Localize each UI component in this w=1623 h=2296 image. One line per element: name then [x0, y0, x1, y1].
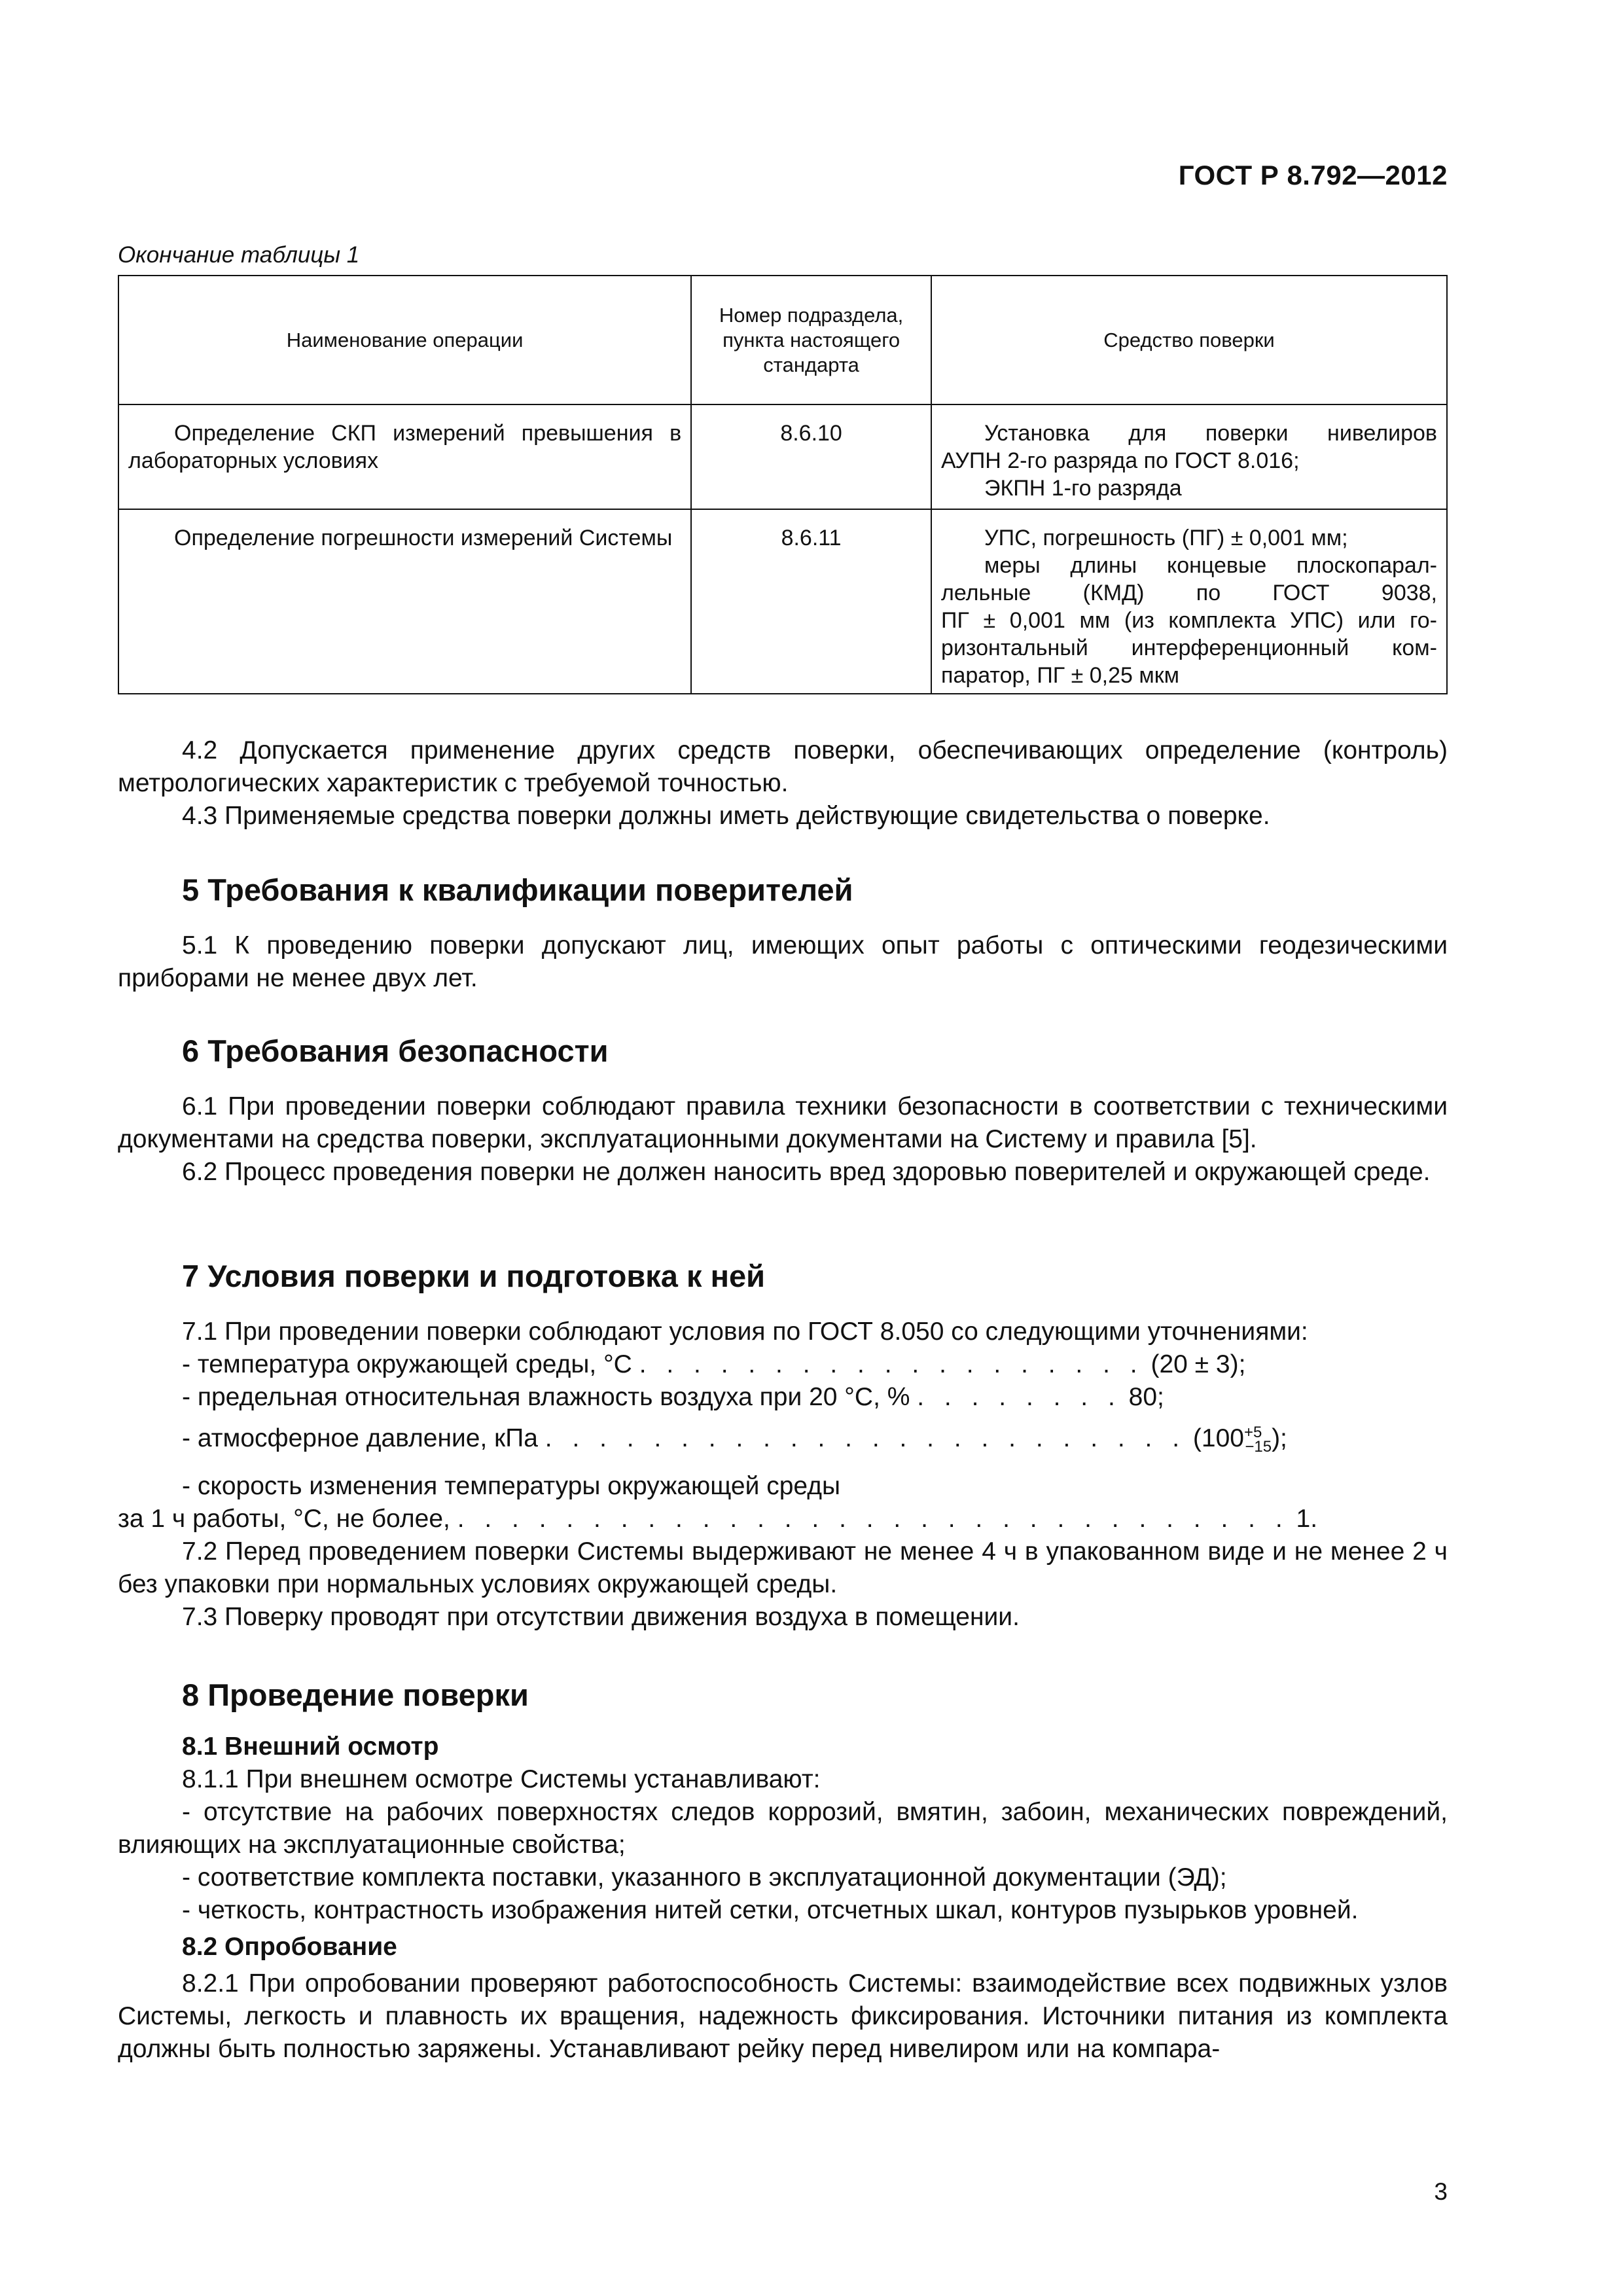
means-cell — [931, 404, 1447, 509]
paragraph-8-1-1: 8.1.1 При внешнем осмотре Системы устанавливают: — [182, 1765, 821, 1793]
means-line: УПС, погрешность (ПГ) ± 0,001 мм; — [984, 526, 1348, 550]
paragraph-4-3: 4.3 Применяемые средства поверки должны иметь действующие свидетельства о поверке. — [182, 802, 1270, 830]
list-item: - четкость, контрастность изображения нитей сетки, отсчетных шкал, контуров пузырьков уровней. — [182, 1896, 1359, 1924]
condition-label: - предельная относительная влажность воздуха при 20 °С, % — [182, 1383, 910, 1411]
pressure-upper-tolerance: +5 — [1243, 1424, 1262, 1441]
leader-dots: . . . . . . . . . . . . . . . . . . . . . . . . — [544, 1424, 1186, 1452]
section-8 — [118, 1676, 1448, 2066]
operation-cell — [118, 404, 691, 509]
condition-temperature — [118, 1348, 1448, 1381]
column-header-means: Средство поверки — [931, 276, 1447, 404]
means-line: паратор, ПГ ± 0,25 мкм — [941, 663, 1179, 688]
table-header-row — [118, 276, 1447, 404]
means-cell — [931, 509, 1447, 694]
paragraph-7-3: 7.3 Поверку проводят при отсутствии движения воздуха в помещении. — [182, 1603, 1020, 1631]
document-page — [118, 0, 1448, 2296]
standard-code: ГОСТ Р 8.792—2012 — [1178, 160, 1448, 190]
paragraph-4-2: 4.2 Допускается применение других средств поверки, обеспечивающих определение (контроль) метрологических характеристик с требуемой точностью. — [118, 736, 1448, 797]
table-caption: Окончание таблицы 1 — [118, 242, 360, 268]
section-cell: 8.6.11 — [691, 509, 931, 694]
page-number: 3 — [1434, 2178, 1448, 2205]
subsection-8-1-heading: 8.1 Внешний осмотр — [182, 1732, 439, 1761]
table-row — [118, 509, 1447, 694]
section-cell: 8.6.10 — [691, 404, 931, 509]
condition-label: - атмосферное давление, кПа — [182, 1424, 538, 1452]
means-line: меры длины концевые плоскопарал- — [984, 553, 1437, 578]
section-6 — [118, 1031, 1448, 1189]
subsection-8-2-heading: 8.2 Опробование — [182, 1933, 397, 1961]
section-7-heading: 7 Условия поверки и подготовка к ней — [182, 1259, 766, 1293]
means-line: Установка для поверки нивелиров — [984, 421, 1437, 446]
pressure-lower-tolerance: −15 — [1245, 1438, 1272, 1456]
means-line: ЭКПН 1-го разряда — [984, 476, 1182, 501]
paragraph-8-2-1: 8.2.1 При опробовании проверяют работоспособность Системы: взаимодействие всех подвижных узлов Системы, легкость и плавность их вращения, надежность фиксирования. Источники питания из комплекта должны быть полностью заряжены. Устанавливают рейку перед нивелиром или на компара- — [118, 1969, 1448, 2063]
paragraph-5-1: 5.1 К проведению поверки допускают лиц, имеющих опыт работы с оптическими геодезическими приборами не менее двух лет. — [118, 931, 1448, 992]
condition-rate-label: - скорость изменения температуры окружающей среды — [182, 1472, 841, 1500]
column-header-operation: Наименование операции — [118, 276, 691, 404]
list-item: - отсутствие на рабочих поверхностях следов коррозий, вмятин, забоин, механических повреждений, влияющих на эксплуатационные свойства; — [118, 1798, 1448, 1859]
list-item: - соответствие комплекта поставки, указанного в эксплуатационной документации (ЭД); — [182, 1863, 1227, 1892]
means-line: ризонтальный интерференционный ком- — [941, 636, 1437, 660]
pressure-nominal: (100 — [1192, 1424, 1244, 1452]
condition-value: 1. — [1296, 1505, 1318, 1533]
leader-dots: . . . . . . . . — [917, 1383, 1122, 1411]
condition-value: (20 ± 3); — [1150, 1350, 1246, 1378]
operation-text: Определение СКП измерений превышения в лабораторных условиях — [128, 421, 682, 473]
means-line: лельные (КМД) по ГОСТ 9038, — [941, 581, 1437, 605]
leader-dots: . . . . . . . . . . . . . . . . . . . — [639, 1350, 1144, 1378]
pressure-close: ); — [1272, 1424, 1287, 1452]
paragraph-7-1: 7.1 При проведении поверки соблюдают условия по ГОСТ 8.050 со следующими уточнениями: — [182, 1318, 1308, 1346]
means-line: ПГ ± 0,001 мм (из комплекта УПС) или го- — [941, 608, 1437, 633]
condition-pressure — [118, 1414, 1448, 1466]
section-5 — [118, 870, 1448, 995]
condition-value — [1192, 1424, 1287, 1456]
table-row — [118, 404, 1447, 509]
leader-dots: . . . . . . . . . . . . . . . . . . . . . . . . . . . . . . . — [457, 1505, 1289, 1533]
section-6-heading: 6 Требования безопасности — [182, 1033, 609, 1068]
section-4-continued — [118, 734, 1448, 833]
operation-text: Определение погрешности измерений Системы — [174, 526, 673, 550]
operation-cell — [118, 509, 691, 694]
means-line: АУПН 2-го разряда по ГОСТ 8.016; — [941, 448, 1300, 473]
section-5-heading: 5 Требования к квалификации поверителей — [182, 872, 853, 907]
condition-rate — [118, 1503, 1448, 1535]
condition-humidity — [118, 1381, 1448, 1414]
condition-label: за 1 ч работы, °С, не более, — [118, 1505, 450, 1533]
condition-label: - температура окружающей среды, °С — [182, 1350, 632, 1378]
paragraph-6-2: 6.2 Процесс проведения поверки не должен наносить вред здоровью поверителей и окружающей среде. — [182, 1158, 1431, 1186]
paragraph-7-2: 7.2 Перед проведением поверки Системы выдерживают не менее 4 ч в упакованном виде и не менее 2 ч без упаковки при нормальных условиях окружающей среды. — [118, 1537, 1448, 1598]
section-8-heading: 8 Проведение поверки — [182, 1677, 529, 1712]
column-header-section: Номер подраздела, пункта настоящего стандарта — [691, 276, 931, 404]
condition-value: 80; — [1128, 1383, 1164, 1411]
paragraph-6-1: 6.1 При проведении поверки соблюдают правила техники безопасности в соответствии с техническими документами на средства поверки, эксплуатационными документами на Систему и правила [5]. — [118, 1092, 1448, 1153]
section-7 — [118, 1257, 1448, 1634]
operations-table — [118, 275, 1448, 694]
